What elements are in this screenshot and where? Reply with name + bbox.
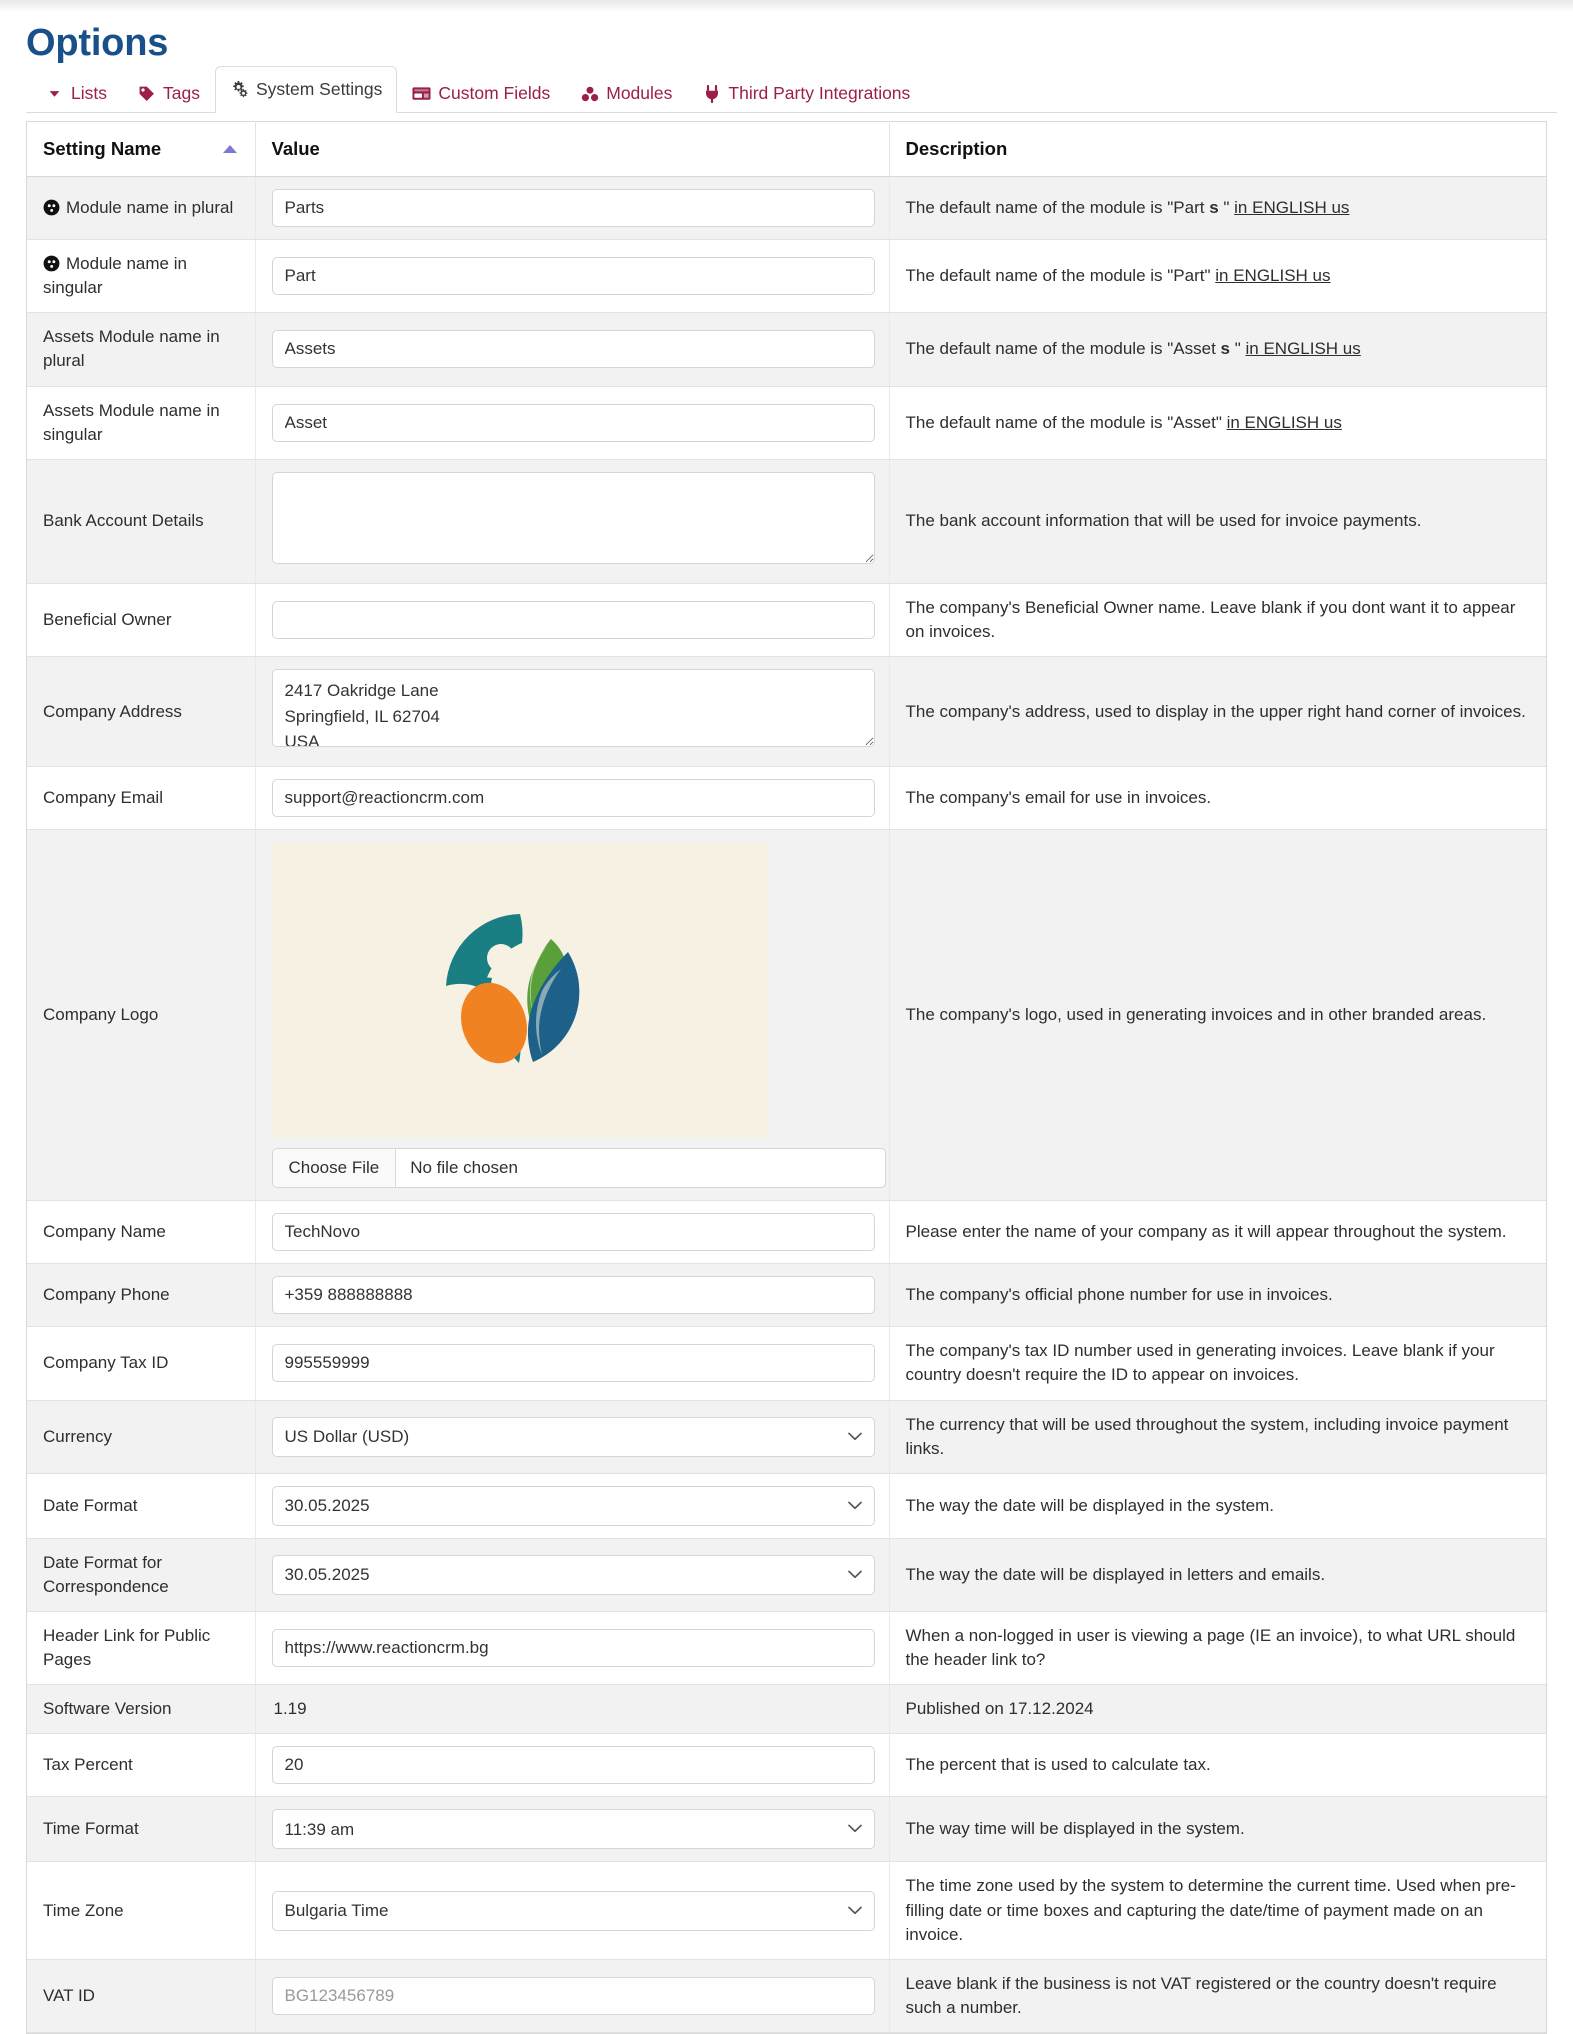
setting-description-cell <box>889 1264 1546 1327</box>
input-company-name[interactable] <box>272 1213 875 1251</box>
tab-modules[interactable] <box>565 74 687 113</box>
tab-label: Tags <box>162 82 200 103</box>
select-wrapper-date-format <box>272 1486 875 1526</box>
setting-name-label: Module name in plural <box>66 197 234 217</box>
setting-value-cell <box>255 240 889 313</box>
column-header-setting-name[interactable] <box>27 122 255 177</box>
setting-value-cell <box>255 1797 889 1862</box>
setting-value-cell <box>255 1538 889 1611</box>
input-assets-module-name-in-plural[interactable] <box>272 330 875 368</box>
table-row <box>27 459 1546 583</box>
description-text: The time zone used by the system to determine the current time. Used when pre-filling date or time boxes and capturing the date/time of payment made on an invoice. <box>905 1876 1516 1944</box>
setting-description-cell <box>889 767 1546 830</box>
select-wrapper-currency <box>272 1417 875 1457</box>
setting-name-label: Company Phone <box>43 1285 170 1305</box>
setting-name-label: Company Tax ID <box>43 1353 169 1373</box>
setting-name-label: Time Format <box>43 1819 139 1839</box>
description-text-mid: " <box>1218 197 1235 217</box>
table-row <box>27 830 1546 1201</box>
setting-description-cell <box>889 583 1546 656</box>
setting-name-cell <box>27 1201 255 1264</box>
tab-tags[interactable] <box>122 74 215 113</box>
setting-name-label: Company Address <box>43 701 182 721</box>
tab-bar <box>26 71 1557 113</box>
setting-name-cell <box>27 830 255 1201</box>
setting-description-cell <box>889 1612 1546 1685</box>
tab-label: System Settings <box>255 78 383 99</box>
setting-name-cell <box>27 767 255 830</box>
setting-name-label: Tax Percent <box>43 1755 133 1775</box>
description-text: The percent that is used to calculate tax. <box>905 1755 1211 1775</box>
setting-name-cell <box>27 583 255 656</box>
setting-name-cell <box>27 386 255 459</box>
setting-description-cell <box>889 1400 1546 1473</box>
description-text: The currency that will be used throughout the system, including invoice payment links. <box>905 1414 1509 1458</box>
column-header-description-label: Description <box>905 138 1008 159</box>
setting-value-cell <box>255 177 889 240</box>
input-company-email[interactable] <box>272 779 875 817</box>
setting-description-cell <box>889 1201 1546 1264</box>
setting-value-cell <box>255 1400 889 1473</box>
tab-third-party-integrations[interactable] <box>687 74 925 113</box>
table-row <box>27 1862 1546 1959</box>
language-link[interactable]: in ENGLISH us <box>1215 266 1331 286</box>
description-text: When a non-logged in user is viewing a page (IE an invoice), to what URL should the header link to? <box>905 1626 1516 1670</box>
input-header-link-for-public-pages[interactable] <box>272 1629 875 1667</box>
setting-name-label: Beneficial Owner <box>43 609 172 629</box>
table-row <box>27 177 1546 240</box>
select-date-format[interactable] <box>272 1486 875 1526</box>
setting-value-cell <box>255 1862 889 1959</box>
input-module-name-in-plural[interactable] <box>272 189 875 227</box>
description-text: The company's logo, used in generating invoices and in other branded areas. <box>905 1005 1487 1025</box>
browser-chrome-strip <box>0 0 1573 12</box>
setting-value-cell <box>255 1473 889 1538</box>
setting-value-cell <box>255 459 889 583</box>
language-link[interactable]: in ENGLISH us <box>1226 412 1342 432</box>
setting-name-cell <box>27 313 255 386</box>
table-row <box>27 657 1546 767</box>
setting-value-cell <box>255 1612 889 1685</box>
table-row <box>27 1201 1546 1264</box>
setting-name-cell <box>27 1734 255 1797</box>
table-row <box>27 1473 1546 1538</box>
description-text: The way time will be displayed in the system. <box>905 1819 1245 1839</box>
caret-down-icon <box>45 84 64 103</box>
table-row <box>27 1538 1546 1611</box>
description-text: The default name of the module is "Part" <box>905 266 1216 286</box>
table-header-row <box>27 122 1546 177</box>
setting-description-cell <box>889 657 1546 767</box>
table-row <box>27 1959 1546 2032</box>
textarea-company-address[interactable] <box>272 669 875 747</box>
setting-description-cell <box>889 1959 1546 2032</box>
setting-value-cell <box>255 830 889 1201</box>
language-link[interactable]: in ENGLISH us <box>1245 339 1361 359</box>
setting-value-cell <box>255 657 889 767</box>
input-tax-percent[interactable] <box>272 1746 875 1784</box>
table-head <box>27 122 1546 177</box>
setting-value-cell <box>255 767 889 830</box>
description-text: The company's tax ID number used in generating invoices. Leave blank if your country doesn't require the ID to appear on invoices. <box>905 1341 1495 1385</box>
row-modules-icon <box>43 255 60 272</box>
select-time-zone[interactable] <box>272 1891 875 1931</box>
table-row <box>27 583 1546 656</box>
table-row <box>27 240 1546 313</box>
setting-name-label: VAT ID <box>43 1985 95 2005</box>
table-row <box>27 1685 1546 1734</box>
setting-description-cell <box>889 1797 1546 1862</box>
setting-name-cell <box>27 1400 255 1473</box>
table-row <box>27 1400 1546 1473</box>
input-module-name-in-singular[interactable] <box>272 257 875 295</box>
table-row <box>27 313 1546 386</box>
table-row <box>27 386 1546 459</box>
setting-value-cell <box>255 1327 889 1400</box>
choose-file-button[interactable]: Choose File <box>273 1149 397 1187</box>
select-currency[interactable] <box>272 1417 875 1457</box>
setting-description-cell <box>889 1685 1546 1734</box>
gears-icon <box>230 80 249 99</box>
setting-value-cell <box>255 583 889 656</box>
plug-icon <box>702 84 721 103</box>
setting-name-label: Date Format <box>43 1495 138 1515</box>
setting-description-cell <box>889 386 1546 459</box>
input-assets-module-name-in-singular[interactable] <box>272 404 875 442</box>
company-logo-preview <box>272 842 769 1138</box>
setting-value-cell <box>255 1201 889 1264</box>
setting-name-cell <box>27 1862 255 1959</box>
setting-name-label: Software Version <box>43 1699 172 1719</box>
column-header-description[interactable] <box>889 122 1546 177</box>
tab-custom-fields[interactable] <box>397 74 565 113</box>
tab-label: Third Party Integrations <box>728 82 911 103</box>
setting-description-cell <box>889 1327 1546 1400</box>
row-modules-icon <box>43 199 60 216</box>
setting-description-cell <box>889 1538 1546 1611</box>
setting-description-cell <box>889 830 1546 1201</box>
logo-file-input[interactable] <box>272 1148 886 1188</box>
description-text: Please enter the name of your company as it will appear throughout the system. <box>905 1222 1507 1242</box>
table-row <box>27 1734 1546 1797</box>
tab-label: Custom Fields <box>438 82 551 103</box>
company-logo-graphic <box>420 890 620 1090</box>
description-text: The company's email for use in invoices. <box>905 788 1212 808</box>
column-header-value[interactable] <box>255 122 889 177</box>
select-wrapper-date-format-for-correspondence <box>272 1555 875 1595</box>
setting-description-cell <box>889 177 1546 240</box>
select-time-format[interactable] <box>272 1809 875 1849</box>
setting-name-cell <box>27 1538 255 1611</box>
tab-system-settings[interactable] <box>215 66 397 113</box>
description-emphasis: s <box>1209 197 1219 217</box>
setting-name-label: Date Format for Correspondence <box>43 1552 169 1596</box>
setting-value-cell <box>255 1734 889 1797</box>
select-wrapper-time-zone <box>272 1891 875 1931</box>
table-row <box>27 1327 1546 1400</box>
setting-name-cell <box>27 1685 255 1734</box>
tab-lists[interactable] <box>30 74 122 113</box>
table-row <box>27 1797 1546 1862</box>
setting-value-cell <box>255 1264 889 1327</box>
setting-name-cell <box>27 177 255 240</box>
file-chosen-status: No file chosen <box>410 1158 518 1178</box>
tab-label: Lists <box>71 82 107 103</box>
setting-name-cell <box>27 1797 255 1862</box>
setting-name-label: Time Zone <box>43 1900 124 1920</box>
setting-value-cell <box>255 1685 889 1734</box>
setting-name-cell <box>27 1327 255 1400</box>
setting-description-cell <box>889 313 1546 386</box>
sort-ascending-icon <box>223 145 237 153</box>
page-title: Options <box>26 22 169 64</box>
select-date-format-for-correspondence[interactable] <box>272 1555 875 1595</box>
table-body <box>27 177 1546 2033</box>
setting-name-cell <box>27 1473 255 1538</box>
tag-icon <box>137 84 156 103</box>
options-page <box>0 22 1573 2034</box>
description-text: The default name of the module is "Part <box>905 197 1210 217</box>
language-link[interactable]: in ENGLISH us <box>1234 197 1350 217</box>
setting-description-cell <box>889 1473 1546 1538</box>
description-text-mid: " <box>1230 339 1246 359</box>
select-wrapper-time-format <box>272 1809 875 1849</box>
description-text: The company's address, used to display in the upper right hand corner of invoices. <box>905 701 1526 721</box>
setting-name-label: Currency <box>43 1426 112 1446</box>
column-header-value-label: Value <box>271 138 320 159</box>
setting-description-cell <box>889 459 1546 583</box>
setting-name-cell <box>27 459 255 583</box>
setting-name-label: Assets Module name in singular <box>43 400 220 444</box>
textarea-bank-account-details[interactable] <box>272 472 875 564</box>
cubes-icon <box>580 84 599 103</box>
input-company-phone[interactable] <box>272 1276 875 1314</box>
input-beneficial-owner[interactable] <box>272 601 875 639</box>
setting-name-label: Assets Module name in plural <box>43 327 220 371</box>
setting-description-cell <box>889 1862 1546 1959</box>
setting-name-cell <box>27 1612 255 1685</box>
setting-description-cell <box>889 240 1546 313</box>
description-text: Published on 17.12.2024 <box>905 1699 1094 1719</box>
setting-name-label: Company Logo <box>43 1005 159 1025</box>
setting-name-label: Company Name <box>43 1222 166 1242</box>
setting-name-label: Bank Account Details <box>43 511 204 531</box>
settings-table <box>27 121 1546 2033</box>
setting-value-cell <box>255 1959 889 2032</box>
setting-name-cell <box>27 1959 255 2032</box>
setting-name-label: Module name in singular <box>43 254 187 298</box>
setting-name-label: Header Link for Public Pages <box>43 1626 211 1670</box>
description-text: The way the date will be displayed in letters and emails. <box>905 1564 1326 1584</box>
table-row <box>27 1264 1546 1327</box>
tab-label: Modules <box>606 82 673 103</box>
setting-value-cell <box>255 386 889 459</box>
description-text: The default name of the module is "Asset" <box>905 412 1227 432</box>
description-text: The bank account information that will be used for invoice payments. <box>905 511 1422 531</box>
description-text: The default name of the module is "Asset <box>905 339 1221 359</box>
description-text: Leave blank if the business is not VAT registered or the country doesn't require such a number. <box>905 1973 1497 2017</box>
description-text: The company's Beneficial Owner name. Leave blank if you dont want it to appear on invoices. <box>905 597 1516 641</box>
column-header-setting-name-label: Setting Name <box>43 138 162 159</box>
setting-value-cell <box>255 313 889 386</box>
table-row <box>27 1612 1546 1685</box>
description-text: The company's official phone number for use in invoices. <box>905 1285 1333 1305</box>
table-row <box>27 767 1546 830</box>
description-emphasis: s <box>1220 339 1231 359</box>
description-text: The way the date will be displayed in the system. <box>905 1495 1275 1515</box>
input-company-tax-id[interactable] <box>272 1344 875 1382</box>
setting-name-cell <box>27 657 255 767</box>
setting-description-cell <box>889 1734 1546 1797</box>
static-value-software-version: 1.19 <box>273 1699 307 1719</box>
setting-name-cell <box>27 1264 255 1327</box>
settings-table-wrapper <box>26 121 1547 2034</box>
setting-name-cell <box>27 240 255 313</box>
setting-name-label: Company Email <box>43 788 163 808</box>
form-field-icon <box>412 84 431 103</box>
input-vat-id[interactable] <box>272 1977 875 2015</box>
